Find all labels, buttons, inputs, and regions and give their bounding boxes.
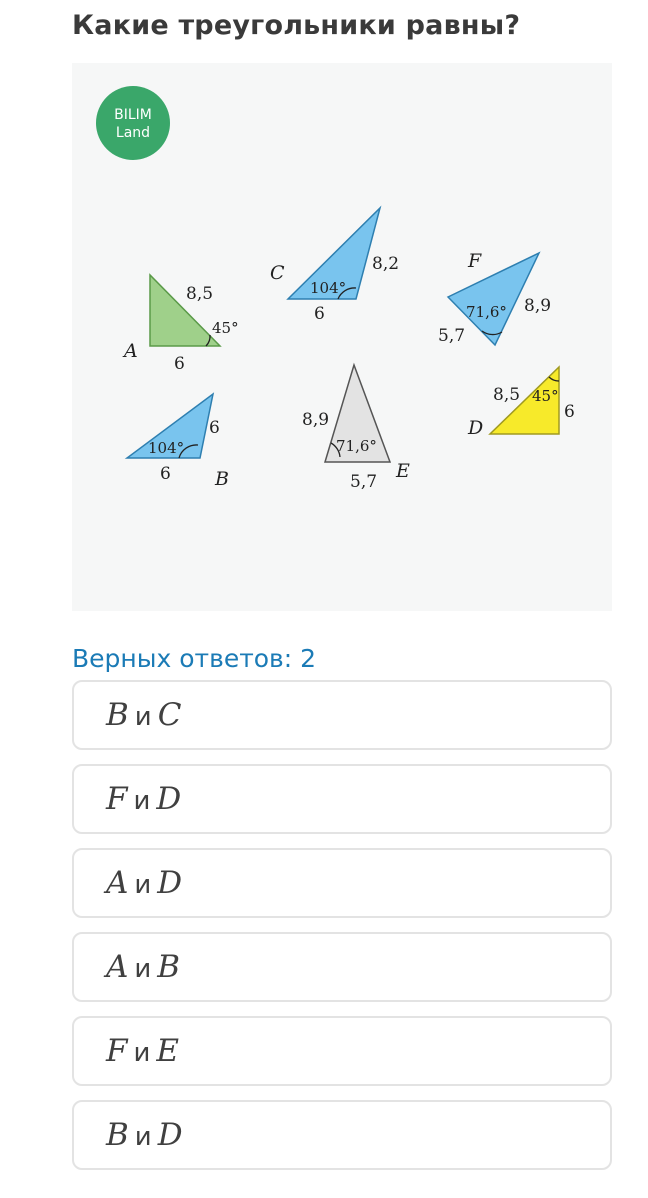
- triangle-c-vertex: C: [270, 262, 285, 284]
- option-4-conj: и: [134, 954, 152, 984]
- bilimland-logo: [96, 86, 170, 160]
- triangle-e: [302, 365, 410, 492]
- triangle-a-vertex: A: [124, 340, 138, 362]
- option-5-first: F: [106, 1033, 128, 1069]
- triangle-c: [270, 208, 399, 324]
- answer-option-6[interactable]: [72, 1100, 612, 1170]
- triangle-f: [438, 250, 551, 346]
- answer-option-4[interactable]: [72, 932, 612, 1002]
- triangle-c-angle: 104°: [310, 279, 347, 297]
- option-4-first: A: [106, 949, 129, 985]
- triangle-d-vertex: D: [468, 417, 484, 439]
- triangle-d-side-2: 6: [564, 402, 575, 422]
- triangle-a-side-1: 8,5: [186, 284, 214, 304]
- correct-answers-count: Верных ответов: 2: [72, 644, 317, 673]
- answer-option-3[interactable]: [72, 848, 612, 918]
- triangle-e-side-2: 5,7: [350, 472, 378, 492]
- logo-line2: Land: [115, 125, 151, 141]
- answer-option-1[interactable]: [72, 680, 612, 750]
- answer-options: [72, 680, 612, 1184]
- option-6-conj: и: [134, 1122, 152, 1152]
- triangles-diagram: [72, 63, 612, 611]
- triangle-e-angle: 71,6°: [336, 437, 377, 455]
- option-2-second: D: [156, 781, 182, 817]
- triangle-b-side-2: 6: [160, 464, 171, 484]
- triangle-b: [127, 394, 229, 490]
- logo-circle: [96, 86, 170, 160]
- option-5-second: E: [156, 1033, 180, 1069]
- triangles-figure: [72, 63, 612, 611]
- option-1-conj: и: [134, 702, 152, 732]
- option-1-first: B: [106, 697, 129, 733]
- option-2-conj: и: [133, 786, 151, 816]
- option-3-second: D: [157, 865, 183, 901]
- triangle-a: [122, 275, 239, 374]
- triangle-c-side-1: 8,2: [372, 254, 400, 274]
- triangle-c-side-2: 6: [314, 304, 325, 324]
- triangle-b-vertex: B: [215, 468, 229, 490]
- answer-option-2[interactable]: [72, 764, 612, 834]
- option-3-first: A: [106, 865, 129, 901]
- answer-option-5[interactable]: [72, 1016, 612, 1086]
- logo-line1: BILIM: [114, 107, 152, 123]
- question-title: Какие треугольники равны?: [72, 10, 521, 41]
- triangle-f-side-2: 5,7: [438, 326, 466, 346]
- triangle-e-side-1: 8,9: [302, 410, 330, 430]
- triangle-e-vertex: E: [396, 460, 410, 482]
- triangle-d-angle: 45°: [532, 387, 559, 405]
- option-5-conj: и: [133, 1038, 151, 1068]
- triangle-b-angle: 104°: [148, 439, 185, 457]
- option-6-first: B: [106, 1117, 129, 1153]
- option-4-second: B: [157, 949, 181, 985]
- triangle-b-side-1: 6: [209, 418, 220, 438]
- triangle-f-side-1: 8,9: [524, 296, 552, 316]
- option-3-conj: и: [134, 870, 152, 900]
- option-6-second: D: [157, 1117, 183, 1153]
- option-1-second: C: [157, 697, 182, 733]
- triangle-f-vertex: F: [468, 250, 482, 272]
- triangle-d: [467, 367, 575, 439]
- option-2-first: F: [106, 781, 128, 817]
- triangle-f-angle: 71,6°: [466, 303, 507, 321]
- triangle-d-side-1: 8,5: [493, 385, 521, 405]
- triangle-a-side-2: 6: [174, 354, 185, 374]
- triangle-a-angle: 45°: [212, 319, 239, 337]
